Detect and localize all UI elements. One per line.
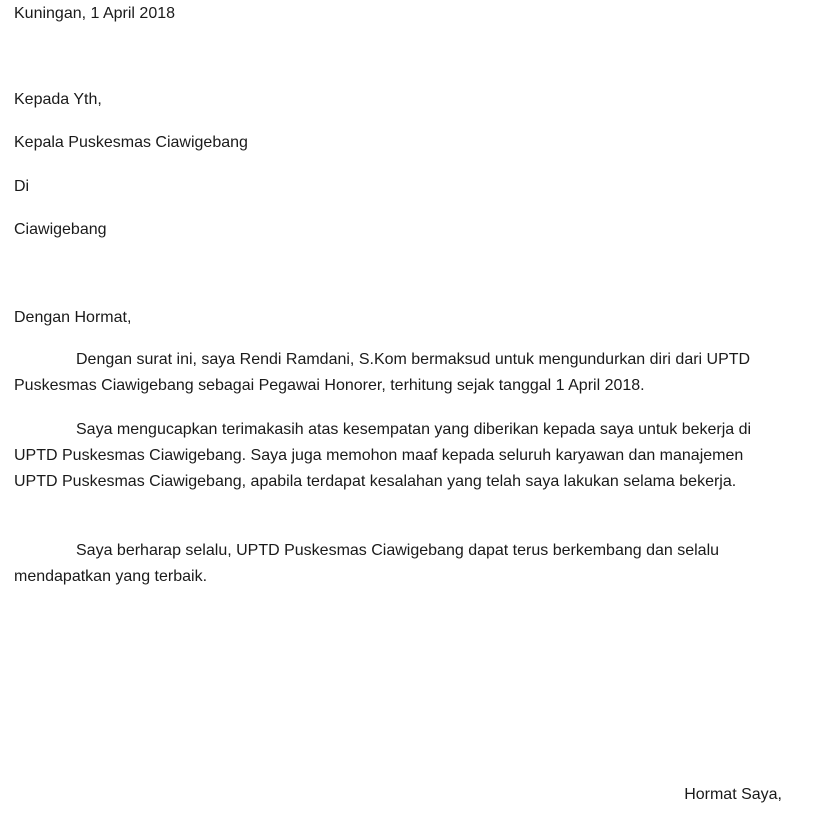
recipient-location: Ciawigebang bbox=[14, 221, 107, 238]
recipient-name: Kepala Puskesmas Ciawigebang bbox=[14, 134, 248, 151]
body-paragraph-1: Dengan surat ini, saya Rendi Ramdani, S.Kom bermaksud untuk mengundurkan diri dari UPTD Puskesmas Ciawigebang sebagai Pegawai Honorer, terhitung sejak tanggal 1 April 2018. bbox=[14, 351, 751, 394]
recipient-salutation: Kepada Yth, bbox=[14, 91, 102, 108]
recipient-di: Di bbox=[14, 178, 30, 195]
body-paragraph-2: Saya mengucapkan terimakasih atas kesempatan yang diberikan kepada saya untuk bekerja di UPTD Puskesmas Ciawigebang. Saya juga memohon maaf kepada seluruh karyawan dan manajemen UPTD Puskesmas Ciawigebang, apabila terdapat kesalahan yang telah saya lakukan selama bekerja. bbox=[14, 421, 752, 490]
letter-closing: Hormat Saya, bbox=[684, 786, 782, 803]
letter-greeting: Dengan Hormat, bbox=[14, 309, 132, 326]
body-paragraph-3: Saya berharap selalu, UPTD Puskesmas Ciawigebang dapat terus berkembang dan selalu mendapatkan yang terbaik. bbox=[14, 542, 720, 585]
letter-place-date: Kuningan, 1 April 2018 bbox=[14, 5, 176, 22]
